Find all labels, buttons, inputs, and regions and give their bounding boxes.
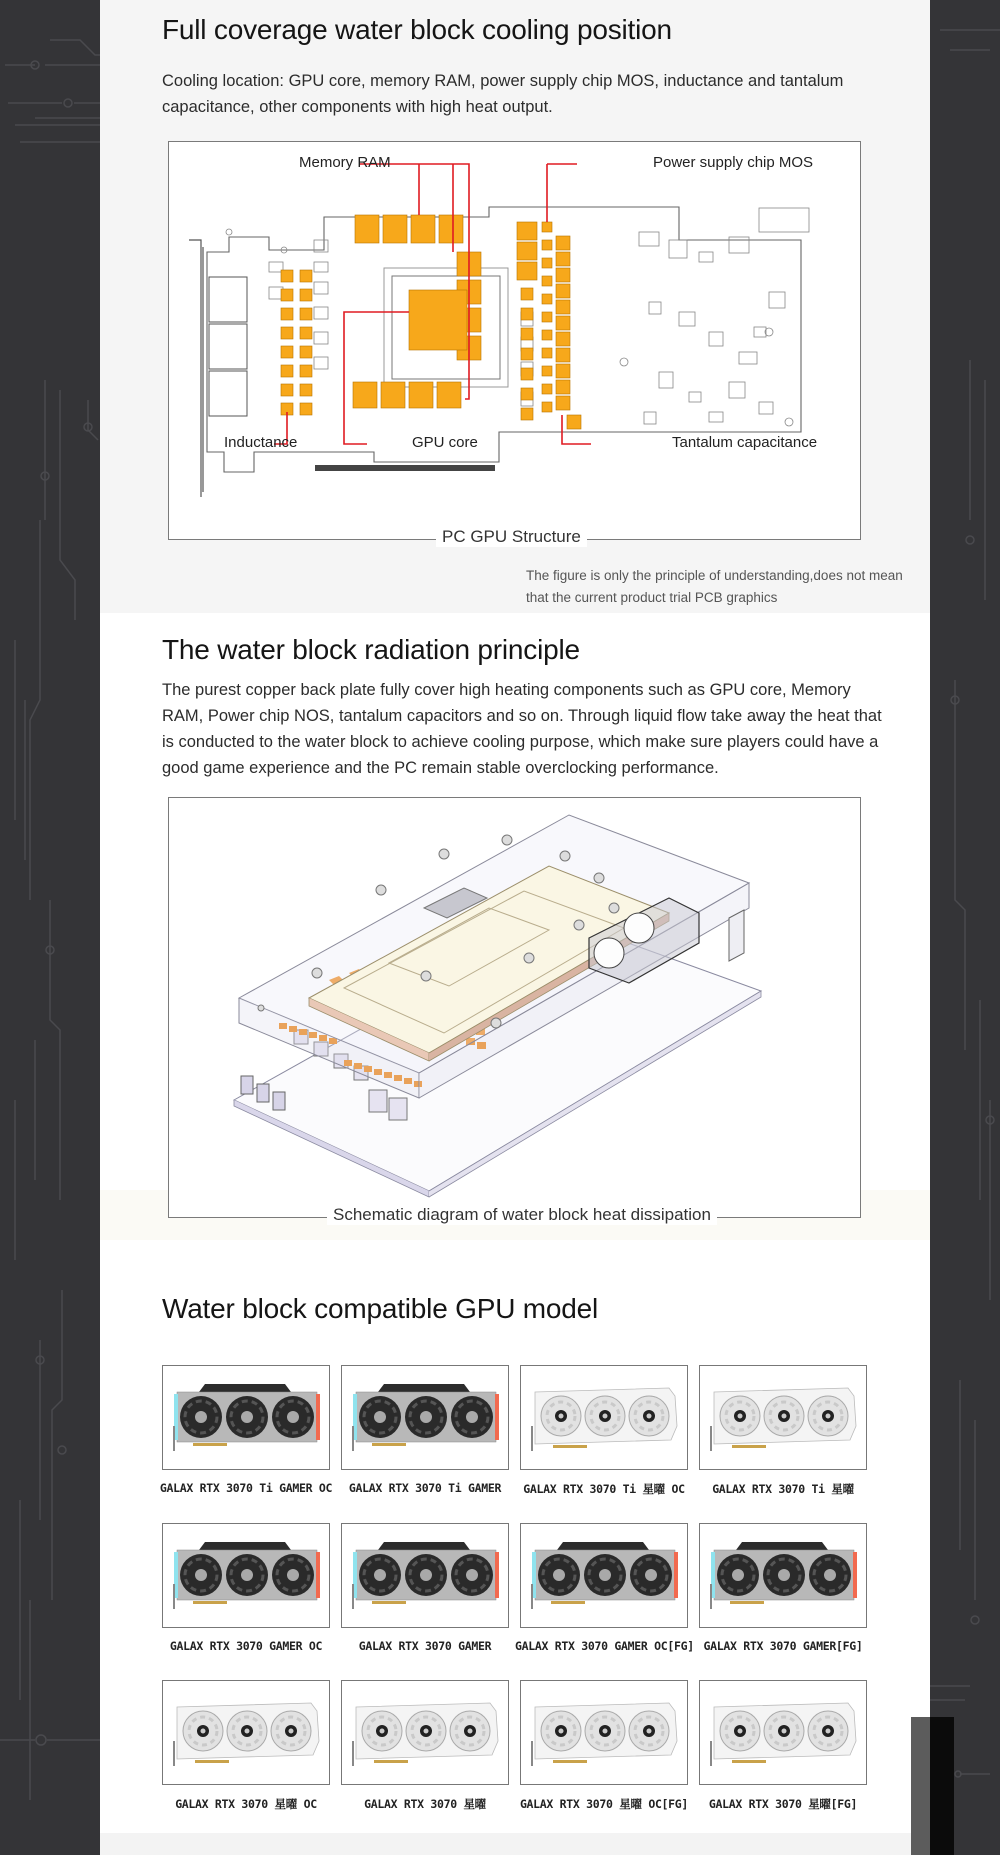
gpu-model-card <box>699 1680 867 1785</box>
gamer-gpu-image <box>163 1524 329 1627</box>
left-decorative-sidebar <box>0 0 100 1855</box>
gpu-model-name: GALAX RTX 3070 Ti 星曜 OC <box>523 1482 685 1496</box>
white-gpu-image <box>521 1681 687 1784</box>
white-gpu-image <box>521 1366 687 1469</box>
water-block-diagram <box>169 798 860 1217</box>
principle-section-description: The purest copper back plate fully cover high heating components such as GPU core, Memory RAM, Power chip NOS, tantalum capacitors and so on. Through liquid flow take away the heat that is conducted to the water block to achieve cooling purpose, which make sure players could have a good game experience and the PC remain stable overclocking performance. <box>162 681 882 777</box>
gpu-model-card <box>520 1680 688 1785</box>
gpu-model-name: GALAX RTX 3070 Ti GAMER OC <box>159 1481 333 1495</box>
compatible-section-title: Water block compatible GPU model <box>162 1293 599 1324</box>
gpu-model-name: GALAX RTX 3070 GAMER[FG] <box>703 1639 863 1653</box>
gamer-gpu-image <box>521 1524 687 1627</box>
gpu-model-card <box>520 1365 688 1470</box>
circuit-pattern-left <box>0 0 100 1855</box>
white-gpu-image <box>342 1681 508 1784</box>
gpu-model-name: GALAX RTX 3070 星曜 <box>364 1797 486 1811</box>
compatible-models-section <box>100 1240 930 1833</box>
gpu-model-card <box>341 1680 509 1785</box>
gamer-gpu-image <box>700 1524 866 1627</box>
pcb-figure-caption: PC GPU Structure <box>436 527 587 547</box>
circuit-pattern-right <box>930 0 1000 1855</box>
gpu-model-card <box>341 1365 509 1470</box>
gpu-model-name: GALAX RTX 3070 Ti 星曜 <box>712 1482 854 1496</box>
water-block-figure-caption: Schematic diagram of water block heat dissipation <box>327 1205 717 1225</box>
gamer-gpu-image <box>163 1366 329 1469</box>
gpu-model-name: GALAX RTX 3070 GAMER OC[FG] <box>515 1639 694 1653</box>
gpu-model-name: GALAX RTX 3070 星曜[FG] <box>708 1797 858 1811</box>
gpu-model-name: GALAX RTX 3070 星曜 OC <box>175 1797 317 1811</box>
cooling-position-section <box>100 0 930 613</box>
gpu-model-card <box>162 1680 330 1785</box>
gamer-gpu-image <box>342 1524 508 1627</box>
right-decorative-sidebar <box>930 0 1000 1855</box>
footer-strip <box>100 1833 930 1855</box>
pcb-disclaimer-note: The figure is only the principle of understanding,does not mean that the current product trial PCB graphics <box>526 568 903 605</box>
gpu-model-card <box>162 1523 330 1628</box>
gpu-model-card <box>341 1523 509 1628</box>
label-gpu-core: GPU core <box>412 434 478 451</box>
gpu-model-name: GALAX RTX 3070 星曜 OC[FG] <box>519 1797 689 1811</box>
scrollbar-thumb[interactable] <box>930 1717 954 1855</box>
white-gpu-image <box>163 1681 329 1784</box>
gpu-model-name: GALAX RTX 3070 Ti GAMER <box>348 1481 502 1495</box>
gpu-model-name: GALAX RTX 3070 GAMER OC <box>169 1639 323 1653</box>
label-memory-ram: Memory RAM <box>299 154 391 171</box>
white-gpu-image <box>700 1681 866 1784</box>
label-inductance: Inductance <box>224 434 298 451</box>
label-power-supply-mos: Power supply chip MOS <box>653 154 814 171</box>
water-block-schematic-figure <box>168 797 861 1218</box>
gpu-model-card <box>699 1365 867 1470</box>
cooling-section-title: Full coverage water block cooling position <box>162 14 672 45</box>
cooling-section-description: Cooling location: GPU core, memory RAM, power supply chip MOS, inductance and tantalum capacitance, other components with high heat output. <box>162 72 844 116</box>
gpu-model-card <box>699 1523 867 1628</box>
gpu-model-name: GALAX RTX 3070 GAMER <box>358 1639 492 1653</box>
gamer-gpu-image <box>342 1366 508 1469</box>
white-gpu-image <box>700 1366 866 1469</box>
gpu-model-card <box>520 1523 688 1628</box>
gpu-model-card <box>162 1365 330 1470</box>
principle-section-title: The water block radiation principle <box>162 634 580 665</box>
label-tantalum-capacitance: Tantalum capacitance <box>672 434 818 451</box>
pcb-structure-figure <box>168 141 861 540</box>
pcb-diagram <box>169 142 860 539</box>
product-detail-content <box>100 0 930 1855</box>
